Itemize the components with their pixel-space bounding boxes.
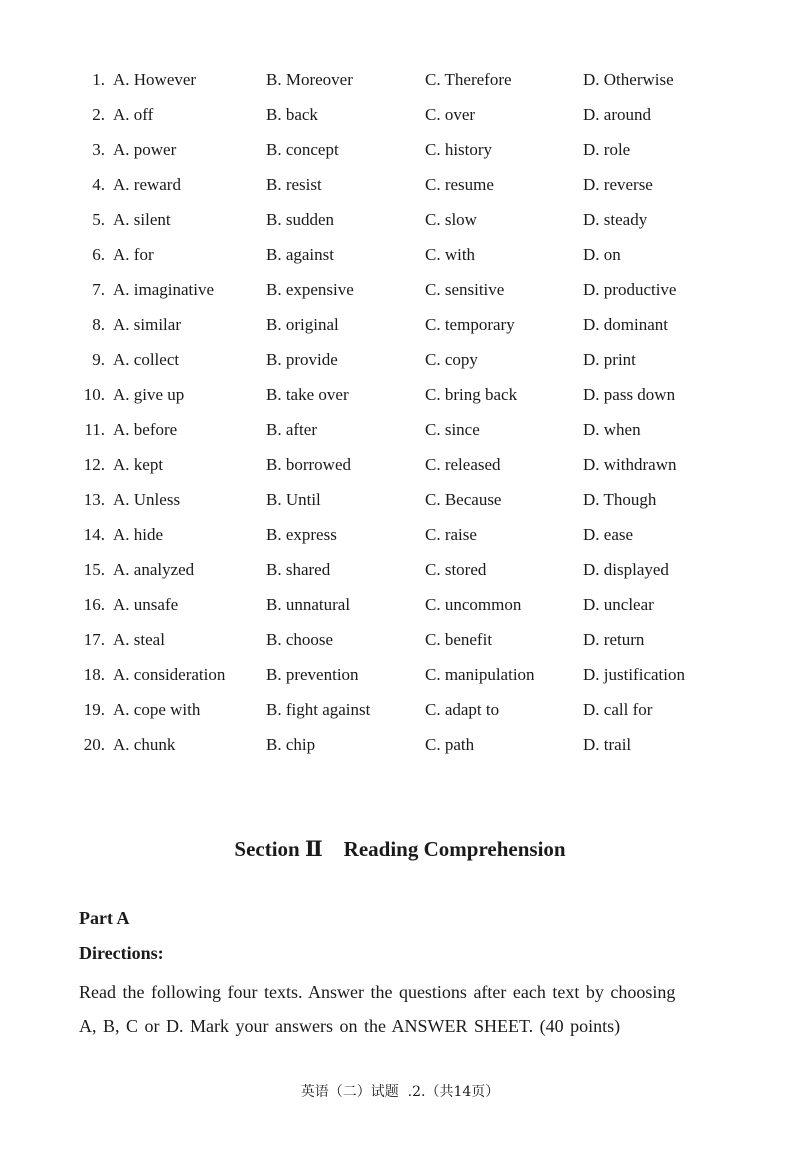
option-c: C. slow — [425, 210, 477, 229]
option-b: B. take over — [266, 385, 349, 404]
option-b: B. borrowed — [266, 455, 351, 474]
option-c: C. raise — [425, 525, 477, 544]
option-c: C. history — [425, 140, 493, 159]
option-b: B. after — [266, 420, 317, 439]
question-row — [0, 692, 800, 727]
option-c: C. stored — [425, 560, 487, 579]
option-b: B. fight against — [266, 700, 371, 719]
option-a: A. hide — [113, 525, 164, 544]
option-c: C. over — [425, 105, 476, 124]
option-a: A. However — [113, 70, 197, 89]
option-a: A. for — [113, 245, 154, 264]
question-row — [0, 167, 800, 202]
question-row — [0, 97, 800, 132]
question-row — [0, 132, 800, 167]
question-row — [0, 447, 800, 482]
question-row — [0, 727, 800, 762]
option-a: A. imaginative — [113, 280, 215, 299]
page-footer: 英语（二）试题 .2.（共14页） — [300, 1084, 500, 1100]
option-b: B. back — [266, 105, 318, 124]
question-number: 3. — [92, 140, 105, 159]
question-row — [0, 62, 800, 97]
question-number: 1. — [92, 70, 105, 89]
option-b: B. Moreover — [266, 70, 353, 89]
option-a: A. analyzed — [113, 560, 195, 579]
question-number: 17. — [83, 630, 105, 649]
option-c: C. Therefore — [425, 70, 512, 89]
option-d: D. pass down — [583, 385, 676, 404]
question-row — [0, 307, 800, 342]
question-number: 2. — [92, 105, 105, 124]
option-a: A. Unless — [113, 490, 181, 509]
option-a: A. reward — [113, 175, 181, 194]
option-b: B. prevention — [266, 665, 359, 684]
question-number: 15. — [83, 560, 105, 579]
question-number: 20. — [83, 735, 105, 754]
option-d: D. print — [583, 350, 636, 369]
section-title: Section Ⅱ Reading Comprehension — [234, 837, 566, 861]
option-c: C. benefit — [425, 630, 493, 649]
question-row — [0, 482, 800, 517]
option-b: B. provide — [266, 350, 338, 369]
directions-text — [79, 975, 729, 1043]
option-c: C. adapt to — [425, 700, 500, 719]
question-number: 12. — [83, 455, 105, 474]
question-row — [0, 237, 800, 272]
directions-line: A, B, C or D. Mark your answers on the ANSWER SHEET. (40 points) — [79, 1016, 621, 1036]
question-number: 13. — [83, 490, 105, 509]
option-b: B. shared — [266, 560, 331, 579]
option-b: B. chip — [266, 735, 316, 754]
option-a: A. power — [113, 140, 177, 159]
question-number: 16. — [83, 595, 105, 614]
option-b: B. resist — [266, 175, 322, 194]
option-c: C. temporary — [425, 315, 515, 334]
option-d: D. around — [583, 105, 651, 124]
option-c: C. bring back — [425, 385, 518, 404]
option-c: C. copy — [425, 350, 478, 369]
part-label: Part A — [79, 908, 130, 928]
option-d: D. justification — [583, 665, 685, 684]
option-c: C. path — [425, 735, 475, 754]
option-d: D. dominant — [583, 315, 668, 334]
option-a: A. off — [113, 105, 154, 124]
question-row — [0, 412, 800, 447]
option-c: C. released — [425, 455, 501, 474]
question-number: 6. — [92, 245, 105, 264]
question-row — [0, 552, 800, 587]
question-number: 19. — [83, 700, 105, 719]
option-b: B. unnatural — [266, 595, 351, 614]
option-d: D. steady — [583, 210, 648, 229]
option-a: A. silent — [113, 210, 171, 229]
option-d: D. withdrawn — [583, 455, 677, 474]
option-d: D. ease — [583, 525, 634, 544]
option-d: D. Though — [583, 490, 657, 509]
option-d: D. reverse — [583, 175, 653, 194]
option-a: A. consideration — [113, 665, 226, 684]
option-d: D. unclear — [583, 595, 654, 614]
question-number: 11. — [84, 420, 105, 439]
question-number: 8. — [92, 315, 105, 334]
directions-line: Read the following four texts. Answer the questions after each text by choosing — [79, 982, 676, 1002]
option-b: B. Until — [266, 490, 321, 509]
option-a: A. before — [113, 420, 178, 439]
question-row — [0, 657, 800, 692]
option-d: D. displayed — [583, 560, 669, 579]
option-d: D. trail — [583, 735, 632, 754]
option-d: D. return — [583, 630, 645, 649]
question-row — [0, 377, 800, 412]
question-number: 9. — [92, 350, 105, 369]
question-row — [0, 587, 800, 622]
option-a: A. unsafe — [113, 595, 179, 614]
option-c: C. Because — [425, 490, 502, 509]
option-c: C. with — [425, 245, 476, 264]
question-number: 5. — [92, 210, 105, 229]
option-a: A. steal — [113, 630, 165, 649]
question-row — [0, 342, 800, 377]
question-row — [0, 202, 800, 237]
option-d: D. when — [583, 420, 641, 439]
option-d: D. role — [583, 140, 631, 159]
option-d: D. call for — [583, 700, 653, 719]
option-b: B. choose — [266, 630, 334, 649]
option-a: A. give up — [113, 385, 185, 404]
option-c: C. sensitive — [425, 280, 505, 299]
option-c: C. manipulation — [425, 665, 535, 684]
question-row — [0, 622, 800, 657]
option-c: C. since — [425, 420, 480, 439]
directions-label: Directions: — [79, 943, 164, 963]
option-b: B. express — [266, 525, 337, 544]
option-b: B. concept — [266, 140, 339, 159]
question-row — [0, 517, 800, 552]
question-row — [0, 272, 800, 307]
option-c: C. resume — [425, 175, 494, 194]
option-a: A. collect — [113, 350, 180, 369]
option-a: A. cope with — [113, 700, 201, 719]
option-d: D. productive — [583, 280, 677, 299]
option-d: D. Otherwise — [583, 70, 674, 89]
option-a: A. similar — [113, 315, 181, 334]
option-b: B. sudden — [266, 210, 334, 229]
question-number: 14. — [83, 525, 105, 544]
option-d: D. on — [583, 245, 621, 264]
option-b: B. original — [266, 315, 339, 334]
option-b: B. expensive — [266, 280, 354, 299]
question-number: 7. — [92, 280, 105, 299]
question-number: 18. — [83, 665, 105, 684]
option-a: A. chunk — [113, 735, 176, 754]
question-list — [0, 62, 800, 762]
question-number: 10. — [83, 385, 105, 404]
option-c: C. uncommon — [425, 595, 522, 614]
option-a: A. kept — [113, 455, 164, 474]
option-b: B. against — [266, 245, 334, 264]
question-number: 4. — [92, 175, 105, 194]
